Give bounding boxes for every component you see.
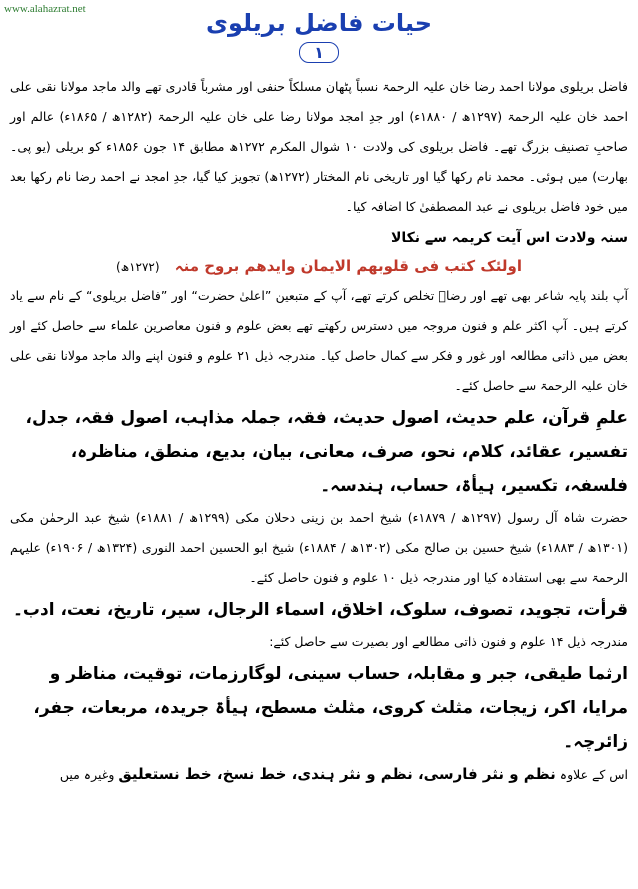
paragraph-teachers: حضرت شاہ آل رسول (۱۲۹۷ھ / ۱۸۷۹ء) شیخ احمد بن زینی دحلان مکی (۱۲۹۹ھ / ۱۸۸۱ء) شیخ عبد الرحمٰن مکی (۱۳۰۱ھ / ۱۸۸۳ء) شیخ حسین بن صالح مکی (۱۳۰۲ھ / ۱۸۸۴ء) شیخ ابو الحسین احمد النوری (۱۳۲۴ھ / ۱۹۰۶ء) علیہم الرحمۃ سے بھی استفادہ کیا اور مندرجہ ذیل ۱۰ علوم و فنون حاصل کئے۔	[10, 510, 628, 585]
sciences-list-father: علمِ قرآن، علم حدیث، اصول حدیث، فقہ، جملہ مذاہب، اصول فقہ، جدل، تفسیر، عقائد، کلام، نحو، صرف، معانی، بیان، بدیع، منطق، مناظرہ، فلسفہ، تکسیر، ہیأۃ، حساب، ہندسہ۔	[25, 408, 628, 496]
site-url: www.alahazrat.net	[4, 3, 86, 15]
paragraph-poet: آپ بلند پایہ شاعر بھی تھے اور رضاؔ تخلص کرتے تھے، آپ کے متبعین ”اعلیٰ حضرت“ اور ”فاضل بریلوی“ کے نام سے یاد کرتے ہیں۔ آپ اکثر علم و فنون مروجہ میں دسترس رکھتے تھے بعض علوم و فنون معاصرین علماء سے حاصل کئے اور بعض میں ذاتی مطالعہ اور غور و فکر سے کمال حاصل کیا۔ مندرجہ ذیل ۲۱ علوم و فنون اپنے والد ماجد مولانا نقی علی خان علیہ الرحمۃ سے حاصل کئے۔	[10, 288, 628, 393]
birth-heading: سنہ ولادت اس آیت کریمہ سے نکالا	[390, 230, 628, 246]
additional-lead: اس کے علاوہ	[559, 767, 628, 782]
page-number	[10, 40, 628, 66]
sciences-list-teachers: قرأت، تجوید، تصوف، سلوک، اخلاق، اسماء الرجال، سیر، تاریخ، نعت، ادب۔	[12, 600, 628, 620]
additional-tail: وغیرہ میں	[59, 767, 115, 782]
verse-text: اولئک کتب فی قلوبھم الایمان وایدھم بروح منہ	[174, 257, 522, 275]
page-title: حیات فاضل بریلوی	[205, 9, 433, 37]
quran-verse	[10, 252, 628, 281]
page-number-value: ۱	[299, 42, 339, 63]
paragraph-self-study: مندرجہ ذیل ۱۴ علوم و فنون ذاتی مطالعے اور بصیرت سے حاصل کئے:	[269, 634, 628, 649]
additional-list: نظم و نثر فارسی، نظم و نثر ہندی، خط نسخ، خط نستعلیق	[118, 765, 556, 783]
sciences-list-self: ارثما طیقی، جبر و مقابلہ، حساب سینی، لوگارزمات، توقیت، مناظر و مرایا، اکر، زیجات، مثلث کروی، مثلث مسطح، ہیأۃ جریدہ، مربعات، جفر، زائرچہ۔	[33, 664, 628, 752]
paragraph-additional	[10, 759, 628, 790]
verse-year: (۱۲۷۲ھ)	[116, 260, 160, 274]
document-page	[10, 0, 628, 790]
paragraph-intro: فاضل بریلوی مولانا احمد رضا خان علیہ الرحمۃ نسباً پٹھان مسلکاً حنفی اور مشرباً قادری تھے والد ماجد مولانا نقی علی احمد خان علیہ الرحمۃ (۱۲۹۷ھ / ۱۸۸۰ء) اور جدِ امجد مولانا رضا علی خان علیہ الرحمۃ (۱۲۸۲ھ / ۱۸۶۵ء) عالم اور صاحبِ تصنیف بزرگ تھے۔ فاضل بریلوی کی ولادت ۱۰ شوال المکرم ۱۲۷۲ھ مطابق ۱۴ جون ۱۸۵۶ء کو بریلی (یو پی۔ بھارت) میں ہوئی۔ محمد نام رکھا گیا اور تاریخی نام المختار (۱۲۷۲ھ) تجویز کیا گیا، جدِ امجد نے احمد رضا نام رکھا بعد میں خود فاضل بریلوی نے عبد المصطفیٰ کا اضافہ کیا۔	[10, 79, 628, 214]
